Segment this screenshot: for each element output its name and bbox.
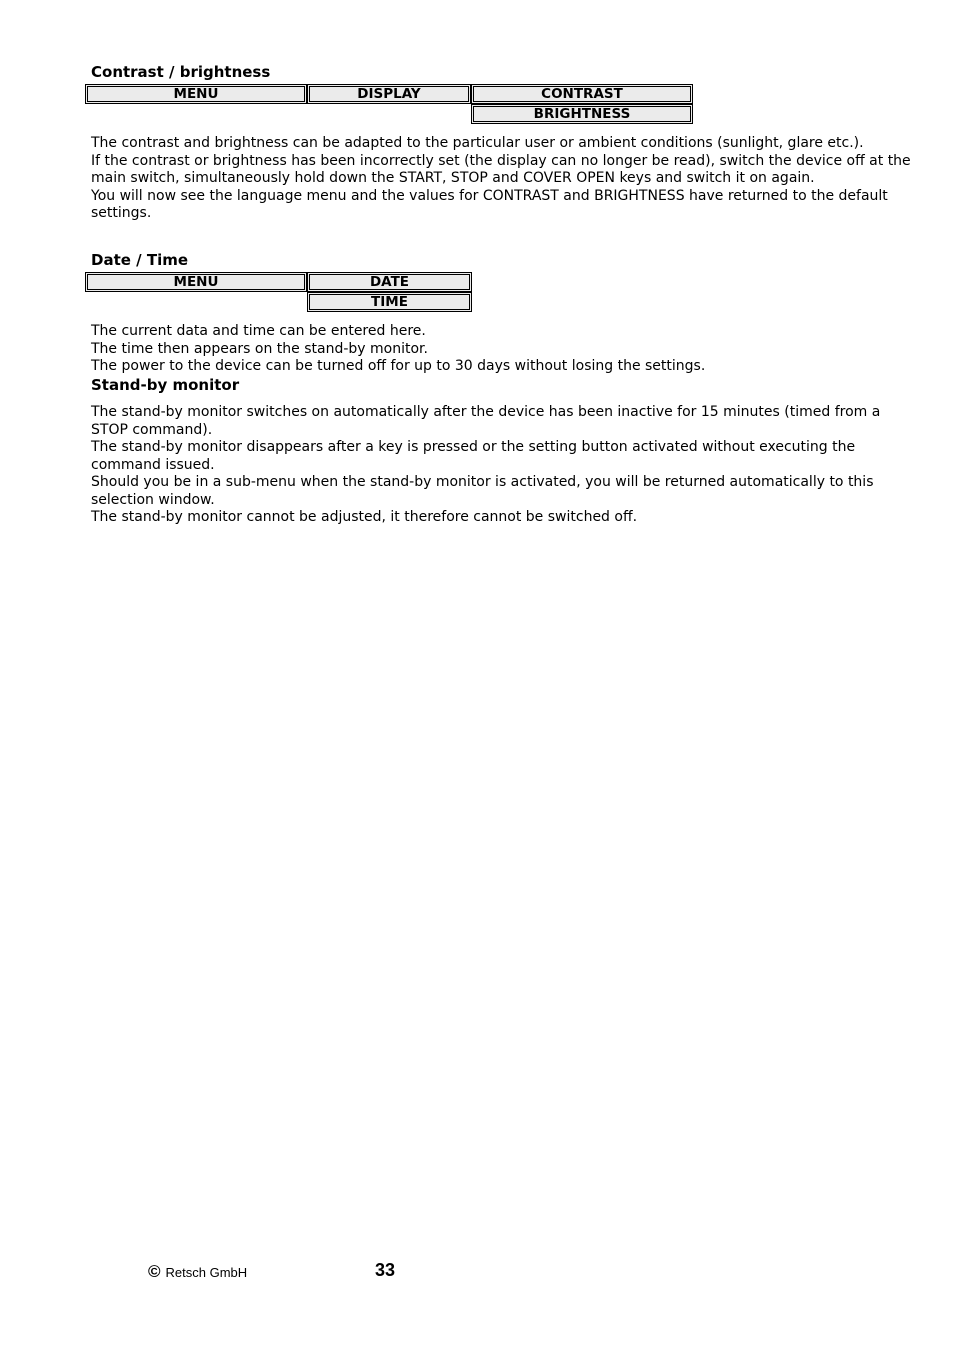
paragraph: The stand-by monitor disappears after a key is pressed or the setting button activated without executing the command issued. (91, 439, 856, 473)
paragraph: Should you be in a sub-menu when the stand-by monitor is activated, you will be returned automatically to this selection window. (91, 474, 874, 508)
menu-path-time: TIME (307, 292, 472, 312)
paragraph: If the contrast or brightness has been incorrectly set (the display can no longer be read), switch the device off at the main switch, simultaneously hold down the START, STOP and COVER OPEN keys and switch it on again. (91, 152, 911, 186)
menu-path-menu: MENU (85, 272, 307, 292)
paragraph: The power to the device can be turned off for up to 30 days without losing the settings. (91, 358, 706, 374)
standby-description (91, 404, 921, 527)
footer-copyright (148, 1262, 247, 1282)
paragraph: The stand-by monitor cannot be adjusted, it therefore cannot be switched off. (91, 509, 638, 525)
menu-path-menu: MENU (85, 84, 307, 104)
copyright-icon: © (148, 1262, 161, 1281)
contrast-section-title: Contrast / brightness (91, 63, 271, 81)
datetime-section-title: Date / Time (91, 251, 189, 269)
menu-path-contrast: CONTRAST (471, 84, 693, 104)
contrast-description (91, 135, 921, 223)
menu-path-brightness: BRIGHTNESS (471, 104, 693, 124)
paragraph: You will now see the language menu and the values for CONTRAST and BRIGHTNESS have returned to the default settings. (91, 187, 888, 221)
page-number: 33 (375, 1260, 396, 1280)
menu-path-date: DATE (307, 272, 472, 292)
menu-path-display: DISPLAY (307, 84, 471, 104)
company-name: Retsch GmbH (165, 1265, 248, 1280)
paragraph: The stand-by monitor switches on automatically after the device has been inactive for 15 minutes (timed from a STOP command). (91, 404, 881, 438)
paragraph: The current data and time can be entered here. (91, 323, 426, 339)
paragraph: The contrast and brightness can be adapted to the particular user or ambient conditions (sunlight, glare etc.). (91, 135, 864, 151)
paragraph: The time then appears on the stand-by monitor. (91, 340, 428, 357)
standby-section-title: Stand-by monitor (91, 376, 240, 394)
datetime-description (91, 323, 921, 376)
